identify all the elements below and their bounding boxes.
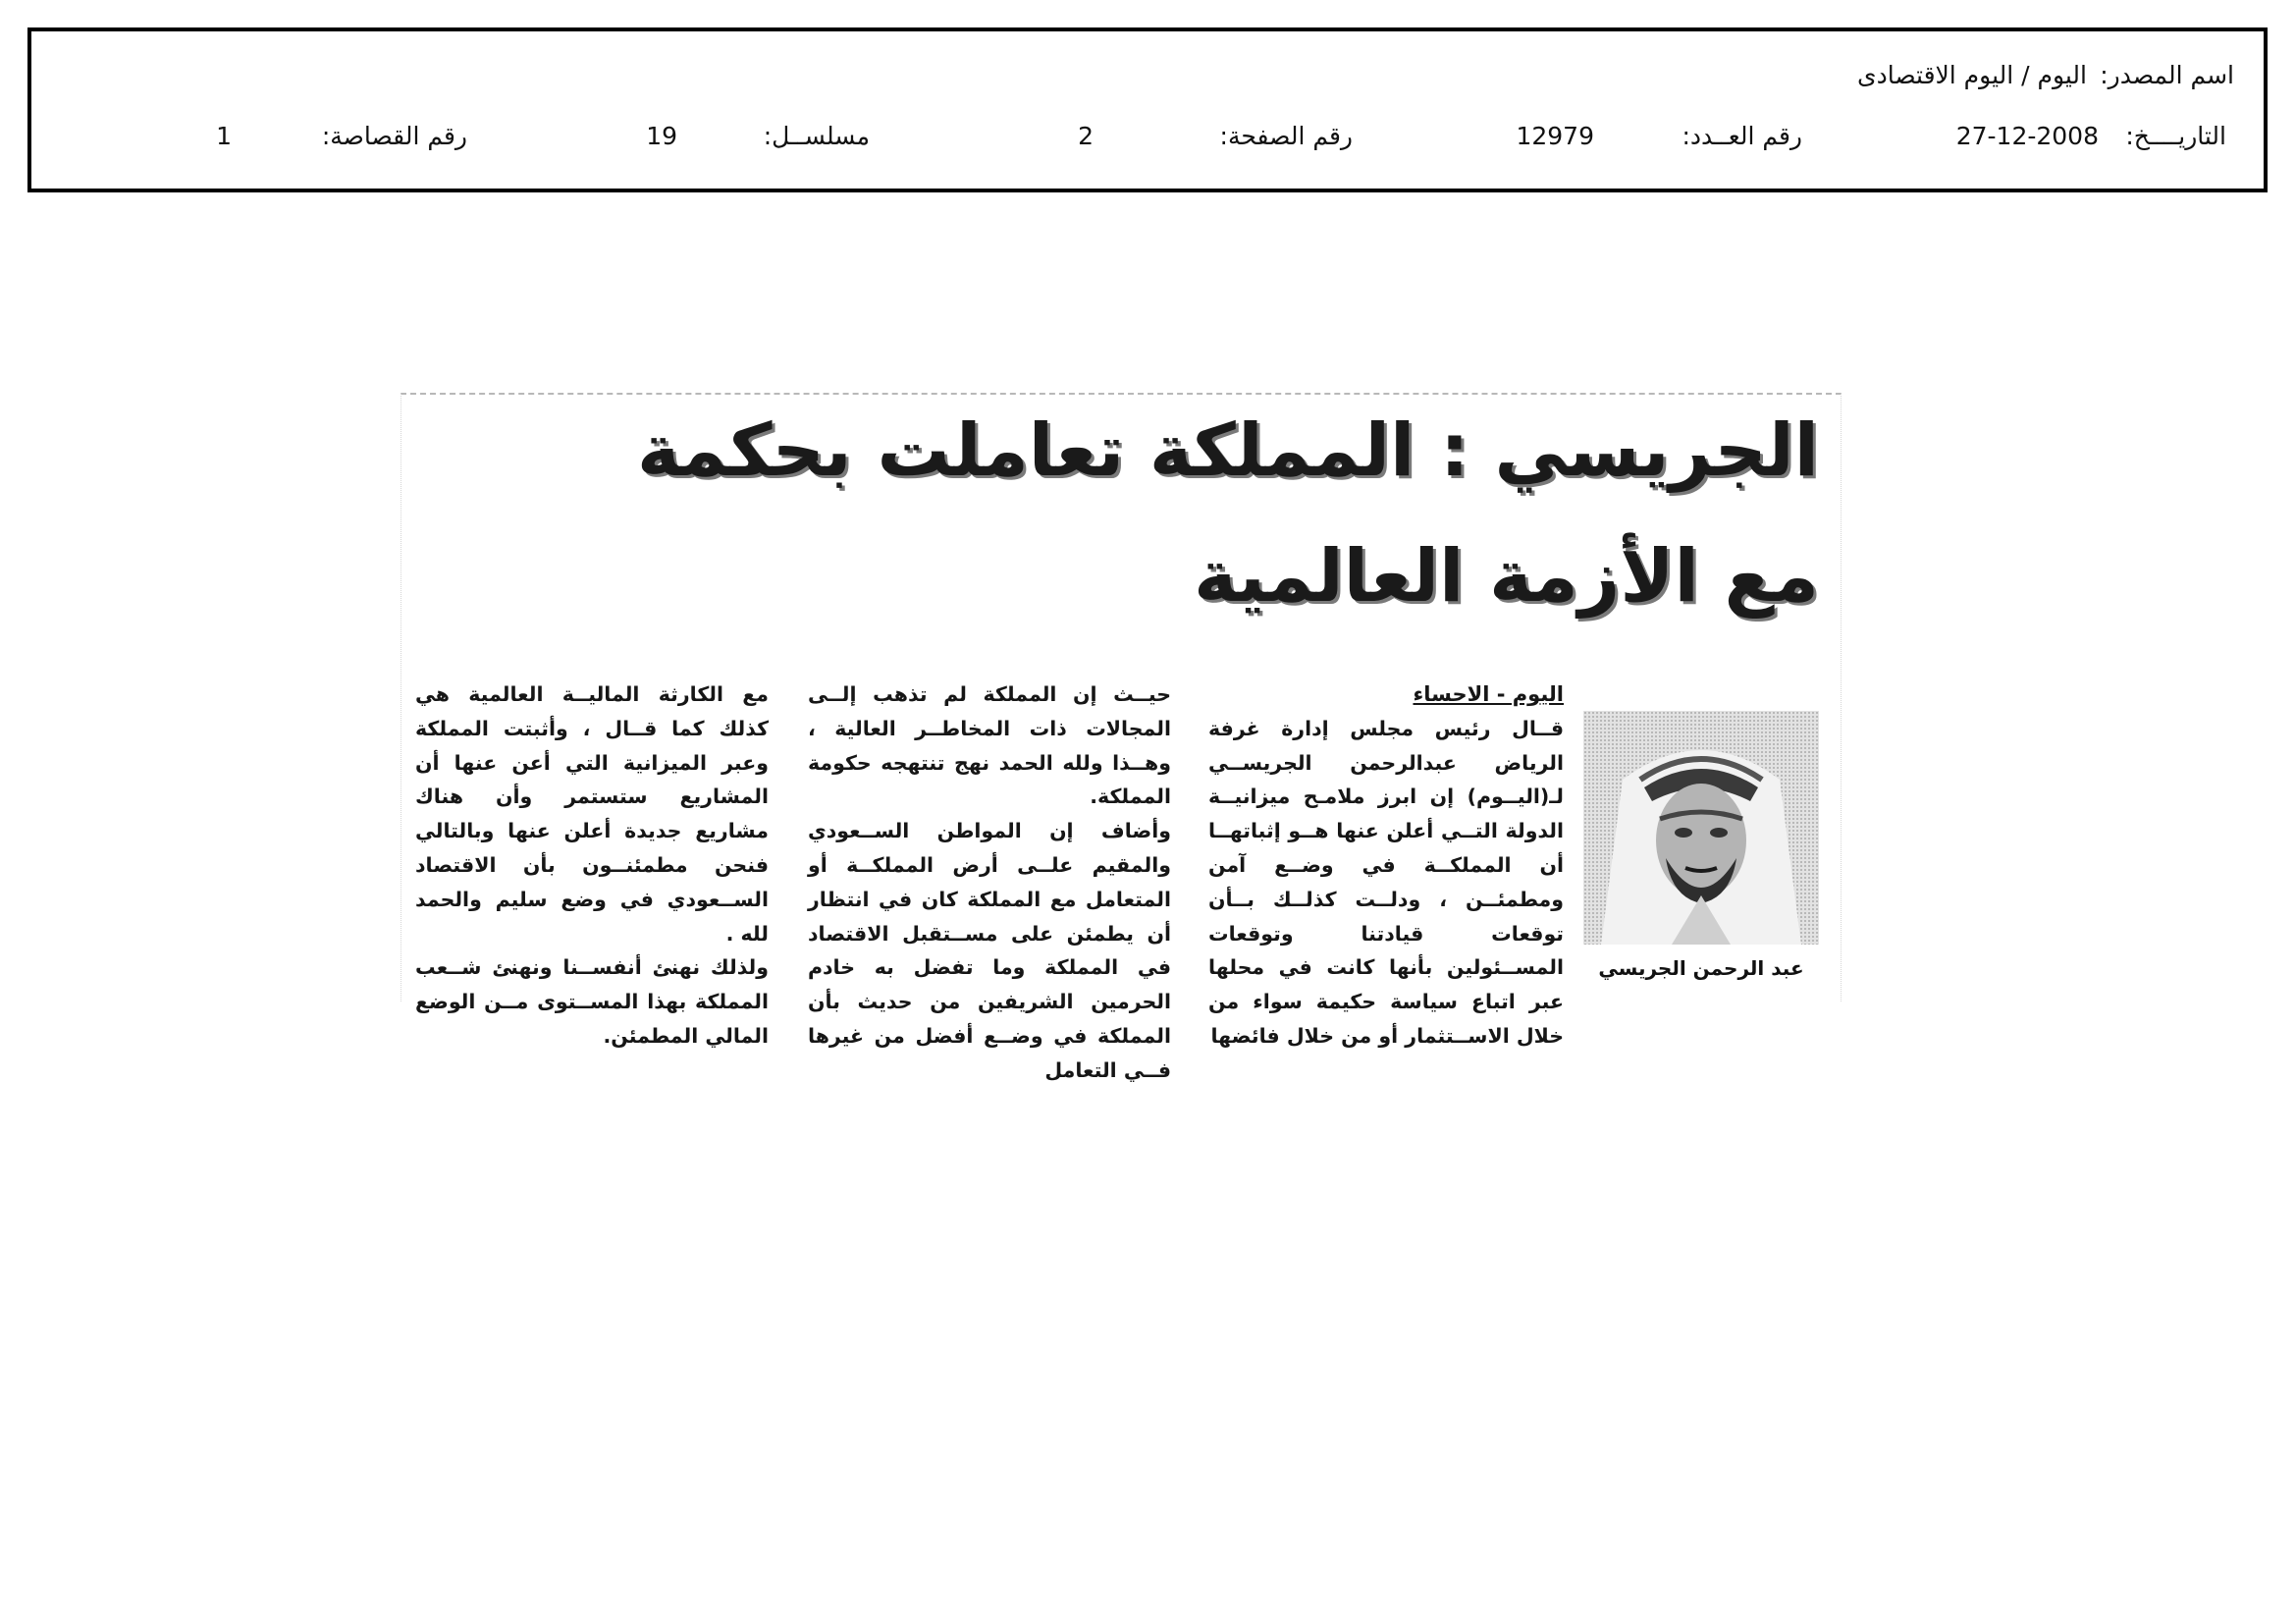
- headline-line-2: مع الأزمة العالمية: [1194, 534, 1819, 619]
- date-value: 27-12-2008: [1955, 122, 2099, 150]
- page-label: رقم الصفحة:: [1219, 122, 1353, 150]
- column-2-paragraph-2: وأضاف إن المواطن الســعودي والمقيم علــى أرض المملكــة أو المتعامل مع المملكة كان في انتظار أن يطمئن على مســتقبل الاقتصاد في المملكة وما تفضل به خادم الحرمين الشريفين من حديث بأن المملكة في وضــع أفضل من غيرها فــي التعامل: [808, 819, 1171, 1082]
- source-value: اليوم / اليوم الاقتصادى: [1857, 61, 2087, 89]
- clip-label: رقم القصاصة:: [321, 122, 467, 150]
- page-value: 2: [1078, 122, 1094, 150]
- clip-value: 1: [216, 122, 232, 150]
- headline-line-1: الجريسي : المملكة تعاملت بحكمة: [637, 408, 1819, 493]
- serial-label: مسلســل:: [763, 122, 870, 150]
- author-portrait-photo: [1583, 711, 1819, 945]
- issue-value: 12979: [1516, 122, 1594, 150]
- issue-label: رقم العــدد:: [1682, 122, 1802, 150]
- clipping-header-box: [27, 27, 2268, 192]
- photo-caption: عبد الرحمن الجريسي: [1598, 956, 1804, 980]
- serial-value: 19: [646, 122, 677, 150]
- date-label: التاريــــخ:: [2125, 122, 2226, 150]
- article-column-1: [1208, 677, 1564, 1054]
- column-1-text: قــال رئيس مجلس إدارة غرفة الرياض عبدالرحمن الجريســي لـ(اليــوم) إن ابرز ملامـح ميزانيــة الدولة التــي أعلن عنها هــو إثباتهــا أن المملكــة في وضــع آمن ومطمئــن ، ودلــت كذلــك بــأن توقعات قيادتنا وتوقعات المســئولين بأنها كانت في محلها عبر اتباع سياسة حكيمة سواء من خلال الاســتثمار أو من خلال فائضها: [1208, 716, 1564, 1048]
- column-3-paragraph-2: ولذلك نهنئ أنفســنا ونهنئ شــعب المملكة بهذا المســتوى مــن الوضع المالي المطمئن.: [415, 955, 769, 1048]
- dateline: اليوم - الاحساء: [1413, 682, 1564, 706]
- newspaper-article-clipping: [400, 393, 1842, 1082]
- column-2-paragraph-1: حيــث إن المملكة لم تذهب إلــى المجالات ذات المخاطــر العالية ، وهــذا ولله الحمد نهج تنتهجه حكومة المملكة.: [808, 682, 1171, 809]
- article-column-3: [415, 677, 769, 1054]
- column-3-paragraph-1: مع الكارثة الماليــة العالمية هي كذلك كما قــال ، وأثبتت المملكة وعبر الميزانية التي أعن عنها أن المشاريع ستستمر وأن هناك مشاريع جديدة أعلن عنها وبالتالي فنحن مطمئنــون بأن الاقتصاد الســعودي في وضع سليم والحمد لله .: [415, 682, 769, 946]
- article-column-2: [808, 677, 1171, 1088]
- source-label: اسم المصدر:: [2100, 61, 2234, 89]
